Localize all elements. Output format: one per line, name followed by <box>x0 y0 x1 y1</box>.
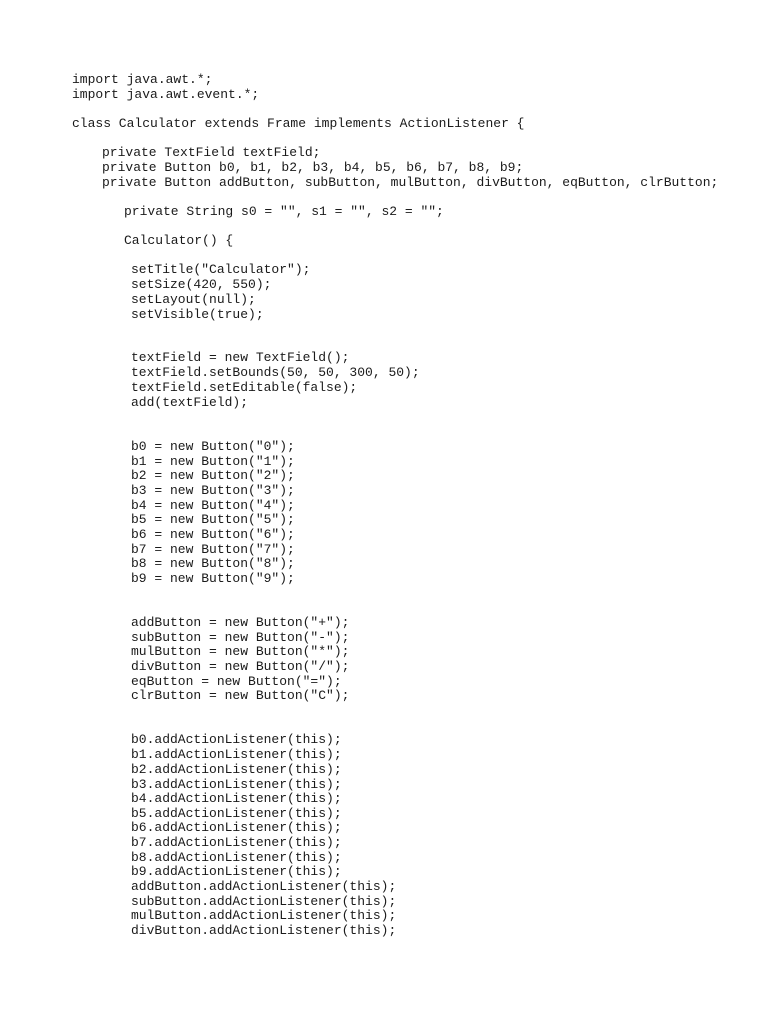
code-line: addButton = new Button("+"); <box>131 615 350 630</box>
code-line: b3 = new Button("3"); <box>131 483 295 498</box>
code-line: b4 = new Button("4"); <box>131 498 295 513</box>
code-line: b6 = new Button("6"); <box>131 527 295 542</box>
code-line: b6.addActionListener(this); <box>131 820 342 835</box>
code-line: b8 = new Button("8"); <box>131 556 295 571</box>
code-line: b1.addActionListener(this); <box>131 747 342 762</box>
code-line: b3.addActionListener(this); <box>131 777 342 792</box>
code-line: b8.addActionListener(this); <box>131 850 342 865</box>
code-line: b5.addActionListener(this); <box>131 806 342 821</box>
code-line: setVisible(true); <box>131 307 264 322</box>
code-line: b2 = new Button("2"); <box>131 468 295 483</box>
code-line: b7 = new Button("7"); <box>131 542 295 557</box>
code-line: Calculator() { <box>124 233 234 248</box>
code-line: mulButton.addActionListener(this); <box>131 908 397 923</box>
code-line: clrButton = new Button("C"); <box>131 688 350 703</box>
code-line: b4.addActionListener(this); <box>131 791 342 806</box>
code-line: private String s0 = "", s1 = "", s2 = ""; <box>124 204 444 219</box>
code-line: divButton.addActionListener(this); <box>131 923 397 938</box>
code-line: b7.addActionListener(this); <box>131 835 342 850</box>
code-line: eqButton = new Button("="); <box>131 674 342 689</box>
code-line: b1 = new Button("1"); <box>131 454 295 469</box>
code-line: setSize(420, 550); <box>131 277 272 292</box>
code-line: b0 = new Button("0"); <box>131 439 295 454</box>
code-line: subButton = new Button("-"); <box>131 630 350 645</box>
code-line: add(textField); <box>131 395 249 410</box>
code-line: private TextField textField; <box>102 145 321 160</box>
code-line: divButton = new Button("/"); <box>131 659 350 674</box>
code-line: private Button b0, b1, b2, b3, b4, b5, b6, b7, b8, b9; <box>102 160 524 175</box>
code-line: b5 = new Button("5"); <box>131 512 295 527</box>
code-line: b2.addActionListener(this); <box>131 762 342 777</box>
code-line: textField.setEditable(false); <box>131 380 358 395</box>
code-line: private Button addButton, subButton, mulButton, divButton, eqButton, clrButton; <box>102 175 719 190</box>
code-line: class Calculator extends Frame implements ActionListener { <box>72 116 525 131</box>
code-line: textField.setBounds(50, 50, 300, 50); <box>131 365 420 380</box>
code-line: setLayout(null); <box>131 292 256 307</box>
code-line: textField = new TextField(); <box>131 350 350 365</box>
code-line: b9 = new Button("9"); <box>131 571 295 586</box>
code-line: import java.awt.event.*; <box>72 87 260 102</box>
code-line: b9.addActionListener(this); <box>131 864 342 879</box>
code-line: subButton.addActionListener(this); <box>131 894 397 909</box>
code-line: b0.addActionListener(this); <box>131 732 342 747</box>
code-line: addButton.addActionListener(this); <box>131 879 397 894</box>
code-line: import java.awt.*; <box>72 72 213 87</box>
code-line: mulButton = new Button("*"); <box>131 644 350 659</box>
code-line: setTitle("Calculator"); <box>131 262 311 277</box>
